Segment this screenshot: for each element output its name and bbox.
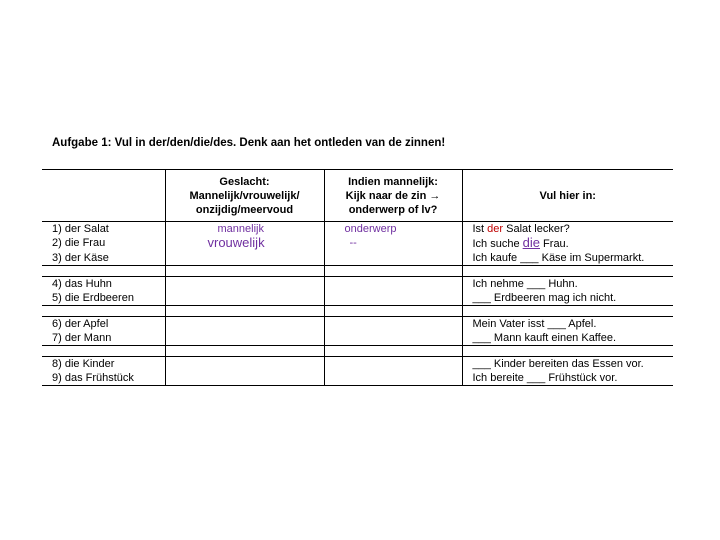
separator-cell <box>165 306 324 317</box>
role-cell[interactable] <box>324 317 462 332</box>
header-gender-line-3: onzijdig/meervoud <box>195 203 294 216</box>
group-separator <box>42 266 673 277</box>
exercise-row <box>42 236 673 251</box>
role-cell[interactable] <box>324 331 462 346</box>
sentence-start: Mein Vater isst ___ Apfel. <box>472 318 597 330</box>
filled-article: der <box>487 223 504 235</box>
sentence-end: Frau. <box>540 238 569 250</box>
gender-cell[interactable] <box>165 291 324 306</box>
exercise-row <box>42 331 673 346</box>
header-fill-in: Vul hier in: <box>462 170 673 222</box>
noun-cell: 4) das Huhn <box>42 277 165 292</box>
role-answer: -- <box>349 237 357 249</box>
gender-cell[interactable] <box>165 222 324 237</box>
exercise-row <box>42 251 673 266</box>
sentence-start: ___ Mann kauft einen Kaffee. <box>472 332 617 344</box>
sentence-cell[interactable] <box>462 291 673 306</box>
worksheet-title: Aufgabe 1: Vul in der/den/die/des. Denk aan het ontleden van de zinnen! <box>52 137 446 149</box>
sentence-cell[interactable] <box>462 277 673 292</box>
separator-cell <box>462 266 673 277</box>
gender-cell[interactable] <box>165 331 324 346</box>
separator-cell <box>462 346 673 357</box>
role-cell[interactable] <box>324 277 462 292</box>
noun-cell: 5) die Erdbeeren <box>42 291 165 306</box>
header-masc-line-2: Kijk naar de zin → <box>345 189 441 202</box>
filled-article: die <box>522 236 540 250</box>
sentence-start: Ich nehme ___ Huhn. <box>472 278 578 290</box>
noun-cell: 2) die Frau <box>52 237 106 249</box>
gender-cell[interactable] <box>165 277 324 292</box>
exercise-row <box>42 222 673 237</box>
sentence-end: Salat lecker? <box>503 223 570 235</box>
header-masculine <box>324 170 462 222</box>
separator-cell <box>324 346 462 357</box>
role-cell[interactable] <box>324 371 462 386</box>
exercise-row <box>42 291 673 306</box>
sentence-cell[interactable] <box>462 236 673 251</box>
separator-cell <box>324 306 462 317</box>
separator-cell <box>42 346 165 357</box>
sentence-start: Ich suche <box>472 238 523 250</box>
exercise-row <box>42 277 673 292</box>
gender-cell[interactable] <box>165 236 324 251</box>
noun-cell: 9) das Frühstück <box>42 371 165 386</box>
sentence-start: Ich bereite ___ Frühstück vor. <box>472 372 618 384</box>
gender-answer: mannelijk <box>217 223 264 235</box>
gender-cell[interactable] <box>165 371 324 386</box>
noun-cell: 7) der Mann <box>42 331 165 346</box>
gender-cell[interactable] <box>165 251 324 266</box>
sentence-cell[interactable] <box>462 357 673 372</box>
header-gender-line-2: Mannelijk/vrouwelijk/ <box>189 189 300 202</box>
exercise-row <box>42 357 673 372</box>
sentence-cell[interactable] <box>462 251 673 266</box>
header-gender-line-1: Geslacht: <box>219 175 270 188</box>
separator-cell <box>462 306 673 317</box>
noun-cell: 1) der Salat <box>52 223 109 235</box>
sentence-cell[interactable] <box>462 222 673 237</box>
header-empty-cell <box>42 170 165 222</box>
exercise-row <box>42 317 673 332</box>
role-cell[interactable] <box>324 251 462 266</box>
noun-cell: 6) der Apfel <box>42 317 165 332</box>
header-row <box>42 170 673 222</box>
exercise-table <box>42 169 673 386</box>
header-gender <box>165 170 324 222</box>
separator-cell <box>42 266 165 277</box>
sentence-cell[interactable] <box>462 331 673 346</box>
separator-cell <box>42 306 165 317</box>
role-cell[interactable] <box>324 236 462 251</box>
separator-cell <box>324 266 462 277</box>
sentence-start: Ist <box>472 223 488 235</box>
group-separator <box>42 346 673 357</box>
noun-cell: 8) die Kinder <box>42 357 165 372</box>
sentence-cell[interactable] <box>462 317 673 332</box>
sentence-start: ___ Kinder bereiten das Essen vor. <box>472 358 644 370</box>
role-cell[interactable] <box>324 222 462 237</box>
separator-cell <box>165 266 324 277</box>
role-cell[interactable] <box>324 357 462 372</box>
header-masc-line-3: onderwerp of lv? <box>348 203 438 216</box>
role-cell[interactable] <box>324 291 462 306</box>
sentence-cell[interactable] <box>462 371 673 386</box>
gender-answer: vrouwelijk <box>207 236 265 250</box>
gender-cell[interactable] <box>165 357 324 372</box>
sentence-start: ___ Erdbeeren mag ich nicht. <box>472 292 617 304</box>
gender-cell[interactable] <box>165 317 324 332</box>
header-masc-line-1: Indien mannelijk: <box>348 175 438 188</box>
role-answer: onderwerp <box>344 223 397 235</box>
group-separator <box>42 306 673 317</box>
sentence-start: Ich kaufe ___ Käse im Supermarkt. <box>472 252 645 264</box>
separator-cell <box>165 346 324 357</box>
noun-cell: 3) der Käse <box>42 251 165 266</box>
exercise-row <box>42 371 673 386</box>
